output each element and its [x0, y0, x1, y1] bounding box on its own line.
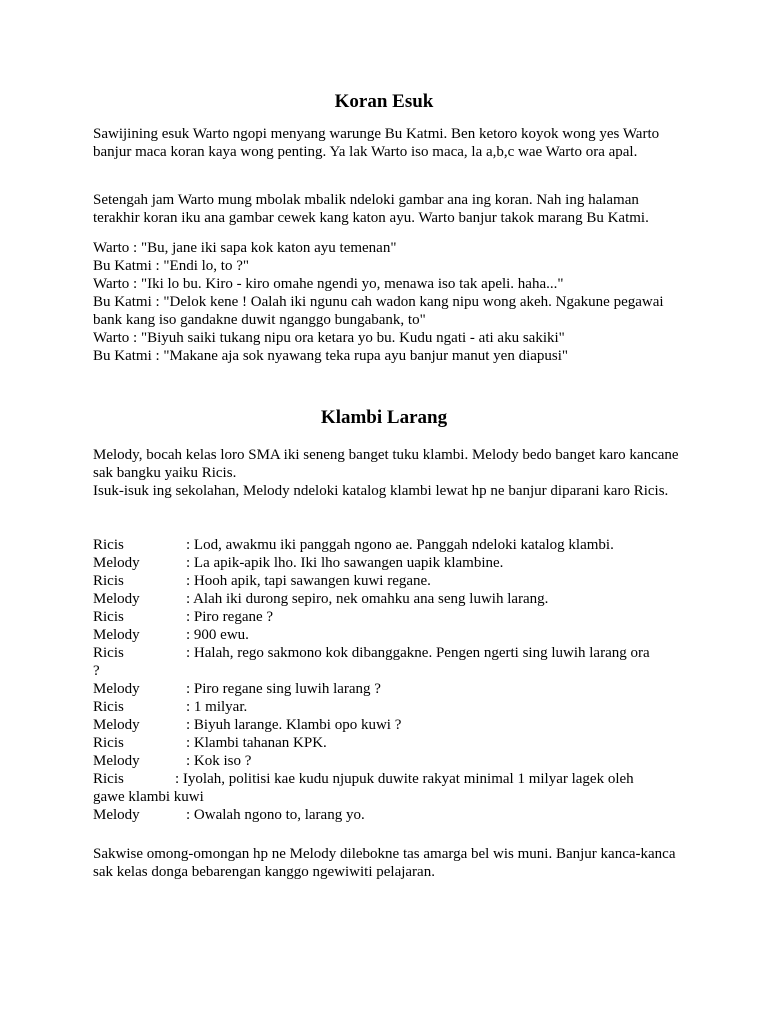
dialog-text: : 900 ewu. — [186, 627, 249, 643]
dialog-text: : Alah iki durong sepiro, nek omahku ana seng luwih larang. — [186, 591, 549, 607]
story2-intro-line-2: Isuk-isuk ing sekolahan, Melody ndeloki katalog klambi lewat hp ne banjur diparani karo Ricis. — [93, 483, 669, 499]
story-title-koran-esuk: Koran Esuk — [334, 91, 434, 112]
dialog-text: : Klambi tahanan KPK. — [186, 735, 327, 751]
dialog-text: : Piro regane ? — [186, 609, 274, 625]
dialog-speaker: Melody — [93, 555, 140, 571]
dialog-text: : Lod, awakmu iki panggah ngono ae. Panggah ndeloki katalog klambi. — [186, 537, 614, 553]
dialog-row — [93, 554, 683, 572]
dialog-text: : Iyolah, politisi kae kudu njupuk duwite rakyat minimal 1 milyar lagek oleh — [175, 771, 634, 787]
dialog-text: : Hooh apik, tapi sawangen kuwi regane. — [186, 573, 431, 589]
dialog-row — [93, 590, 683, 608]
dialog-text: : Owalah ngono to, larang yo. — [186, 807, 365, 823]
dialog-speaker: Melody — [93, 681, 140, 697]
dialog-line: Warto : "Bu, jane iki sapa kok katon ayu temenan" — [93, 240, 397, 256]
dialog-speaker: Melody — [93, 717, 140, 733]
dialog-row — [93, 608, 683, 626]
story2-intro — [93, 446, 683, 500]
dialog-text: : Kok iso ? — [186, 753, 252, 769]
dialog-speaker: Melody — [93, 591, 140, 607]
dialog-text: : 1 milyar. — [186, 699, 248, 715]
story2-closing-paragraph: Sakwise omong-omongan hp ne Melody dilebokne tas amarga bel wis muni. Banjur kanca-kanca sak kelas donga bebarengan kanggo ngewiwiti pelajaran. — [93, 846, 676, 880]
dialog-row — [93, 680, 683, 698]
dialog-speaker: Ricis — [93, 573, 124, 589]
dialog-speaker: Ricis — [93, 537, 124, 553]
dialog-speaker: Ricis — [93, 771, 124, 787]
dialog-line: Warto : "Biyuh saiki tukang nipu ora ketara yo bu. Kudu ngati - ati aku sakiki" — [93, 330, 565, 346]
dialog-line: Bu Katmi : "Endi lo, to ?" — [93, 258, 249, 274]
dialog-text: : Biyuh larange. Klambi opo kuwi ? — [186, 717, 402, 733]
dialog-text: : Halah, rego sakmono kok dibanggakne. Pengen ngerti sing luwih larang ora — [186, 645, 650, 661]
dialog-row — [93, 698, 683, 716]
story1-paragraph-1: Sawijining esuk Warto ngopi menyang warunge Bu Katmi. Ben ketoro koyok wong yes Warto banjur maca koran kaya wong penting. Ya lak Warto iso maca, la a,b,c wae Warto ora apal. — [93, 126, 660, 160]
dialog-line: Warto : "Iki lo bu. Kiro - kiro omahe ngendi yo, menawa iso tak apeli. haha..." — [93, 276, 564, 292]
dialog-speaker: Melody — [93, 807, 140, 823]
dialog-speaker: Ricis — [93, 735, 124, 751]
dialog-speaker: Ricis — [93, 699, 124, 715]
dialog-line: Bu Katmi : "Makane aja sok nyawang teka rupa ayu banjur manut yen diapusi" — [93, 348, 569, 364]
dialog-row — [93, 572, 683, 590]
dialog-text: : Piro regane sing luwih larang ? — [186, 681, 381, 697]
dialog-row — [93, 716, 683, 734]
dialog-speaker: Melody — [93, 753, 140, 769]
dialog-text: : La apik-apik lho. Iki lho sawangen uapik klambine. — [186, 555, 504, 571]
dialog-speaker: Melody — [93, 627, 140, 643]
dialog-text-continuation: gawe klambi kuwi — [93, 789, 204, 805]
story1-dialog — [93, 239, 683, 365]
dialog-row — [93, 806, 683, 824]
dialog-row — [93, 734, 683, 752]
story2-dialog — [93, 536, 683, 824]
dialog-row — [93, 644, 683, 680]
story-title-klambi-larang: Klambi Larang — [320, 407, 448, 428]
dialog-row — [93, 770, 683, 806]
story2-intro-line-1: Melody, bocah kelas loro SMA iki seneng banget tuku klambi. Melody bedo banget karo kancane sak bangku yaiku Ricis. — [93, 447, 679, 481]
dialog-speaker: Ricis — [93, 645, 124, 661]
dialog-row — [93, 752, 683, 770]
story1-paragraph-2: Setengah jam Warto mung mbolak mbalik ndeloki gambar ana ing koran. Nah ing halaman terakhir koran iku ana gambar cewek kang katon ayu. Warto banjur takok marang Bu Katmi. — [93, 192, 649, 226]
dialog-speaker: Ricis — [93, 609, 124, 625]
dialog-text-continuation: ? — [93, 663, 100, 679]
dialog-row — [93, 536, 683, 554]
dialog-line: Bu Katmi : "Delok kene ! Oalah iki ngunu cah wadon kang nipu wong akeh. Ngakune pegawai bank kang iso gandakne duwit nganggo bungabank, to" — [93, 294, 664, 328]
dialog-row — [93, 626, 683, 644]
